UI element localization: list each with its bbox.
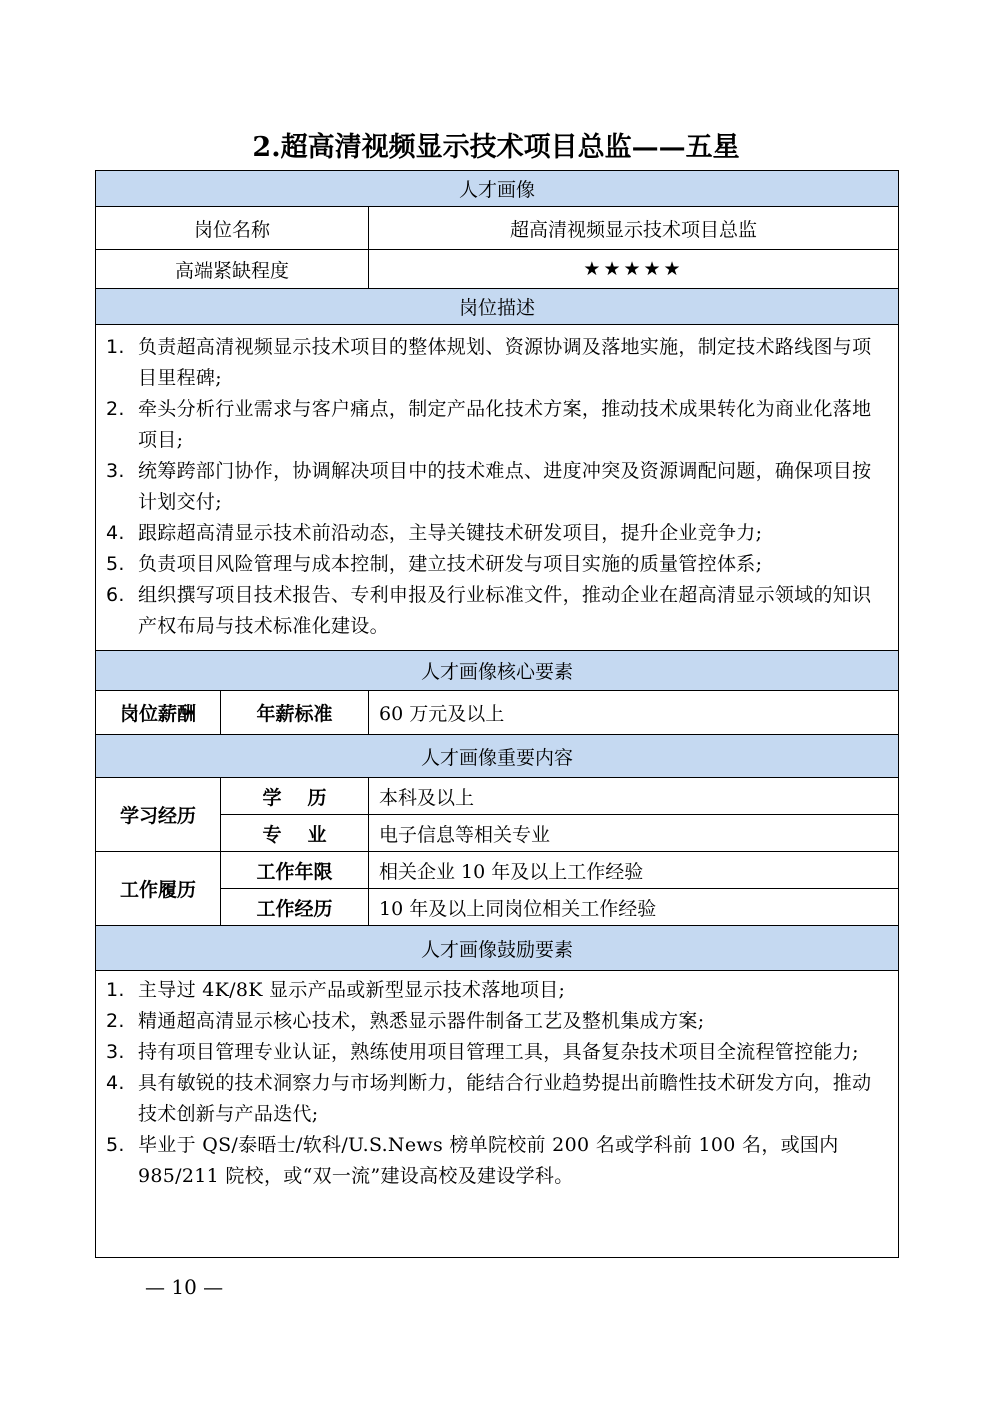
page-title: 2.超高清视频显示技术项目总监——五星 [252,132,740,163]
list-item: 5. 负责项目风险管理与成本控制，建立技术研发与项目实施的质量管控体系; [106,553,763,575]
encourage-list [96,971,898,1196]
work-years-label: 工作年限 [221,852,369,889]
description-list [96,329,898,646]
salary-group-label: 岗位薪酬 [96,691,221,735]
page-number: — 10 — [145,1275,224,1299]
section-header-portrait: 人才画像 [96,171,899,207]
description-cell [96,325,899,651]
list-item: 4. 跟踪超高清显示技术前沿动态，主导关键技术研发项目，提升企业竞争力; [106,522,763,544]
list-item: 3. 持有项目管理专业认证，熟练使用项目管理工具，具备复杂技术项目全流程管控能力; [106,1041,859,1063]
list-item: 2. 牵头分析行业需求与客户痛点，制定产品化技术方案，推动技术成果转化为商业化落地项目; [106,398,872,451]
salary-standard-value: 60 万元及以上 [369,691,899,735]
list-item: 2. 精通超高清显示核心技术，熟悉显示器件制备工艺及整机集成方案; [106,1010,705,1032]
row-label-scarcity: 高端紧缺程度 [96,250,369,289]
row-label-position-name: 岗位名称 [96,207,369,250]
list-item: 1. 负责超高清视频显示技术项目的整体规划、资源协调及落地实施，制定技术路线图与项目里程碑; [106,336,872,389]
salary-standard-label: 年薪标准 [221,691,369,735]
list-item: 1. 主导过 4K/8K 显示产品或新型显示技术落地项目; [106,979,566,1001]
talent-profile-table [95,170,899,1258]
encourage-cell [96,971,899,1258]
list-item: 3. 统筹跨部门协作，协调解决项目中的技术难点、进度冲突及资源调配问题，确保项目按计划交付; [106,460,872,513]
section-header-core: 人才画像核心要素 [96,651,899,691]
list-item: 4. 具有敏锐的技术洞察力与市场判断力，能结合行业趋势提出前瞻性技术研发方向，推动技术创新与产品迭代; [106,1072,872,1125]
list-item: 5. 毕业于 QS/泰晤士/软科/U.S.News 榜单院校前 200 名或学科前 100 名，或国内 985/211 院校，或“双一流”建设高校及建设学科。 [106,1134,839,1187]
scarcity-stars: ★★★★★ [369,250,899,289]
work-experience-value: 10 年及以上同岗位相关工作经验 [369,889,899,926]
list-item: 6. 组织撰写项目技术报告、专利申报及行业标准文件，推动企业在超高清显示领域的知识产权布局与技术标准化建设。 [106,584,872,637]
education-group-label: 学习经历 [96,778,221,852]
education-value: 本科及以上 [369,778,899,815]
major-label: 专业 [221,815,369,852]
major-value: 电子信息等相关专业 [369,815,899,852]
work-years-value: 相关企业 10 年及以上工作经验 [369,852,899,889]
section-header-important: 人才画像重要内容 [96,735,899,778]
position-name-value: 超高清视频显示技术项目总监 [369,207,899,250]
work-group-label: 工作履历 [96,852,221,926]
section-header-encourage: 人才画像鼓励要素 [96,926,899,971]
education-label: 学历 [221,778,369,815]
work-experience-label: 工作经历 [221,889,369,926]
section-header-description: 岗位描述 [96,289,899,325]
